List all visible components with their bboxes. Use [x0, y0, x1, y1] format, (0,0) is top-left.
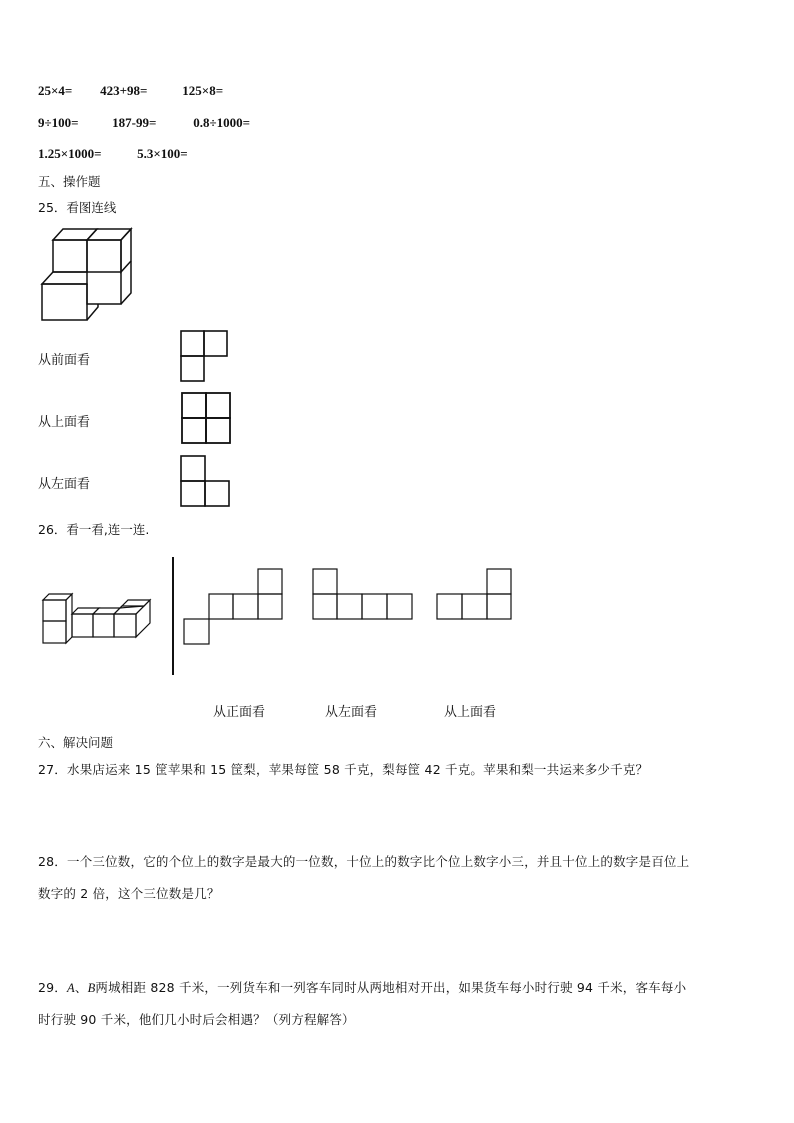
calc-item: 187-99=	[112, 115, 157, 130]
question-28-line-1: 28．一个三位数，它的个位上的数字是最大的一位数，十位上的数字比个位上数字小三，并且十位上的数字是百位上	[38, 854, 690, 869]
calc-row-1	[38, 83, 223, 99]
calc-item: 25×4=	[38, 83, 73, 98]
calc-item: 423+98=	[100, 83, 148, 98]
q29-number: 29．	[38, 980, 68, 995]
calc-row-3	[38, 146, 188, 162]
question-29-line-1	[38, 978, 686, 996]
q26-view-left-label: 从左面看	[325, 705, 378, 720]
question-25-title: 25．看图连线	[38, 200, 117, 215]
q25-view-front-label: 从前面看	[38, 353, 91, 368]
q26-view-b[interactable]	[312, 568, 416, 622]
q25-view-a[interactable]	[180, 330, 230, 384]
q26-view-top-label: 从上面看	[444, 705, 497, 720]
q25-view-c[interactable]	[180, 455, 232, 509]
q25-view-left-label: 从左面看	[38, 477, 91, 492]
q25-solid-figure	[38, 225, 138, 325]
q25-view-top-label: 从上面看	[38, 415, 91, 430]
q29-city-a: A	[67, 981, 75, 995]
question-26-title: 26．看一看,连一连.	[38, 522, 150, 537]
q26-view-a[interactable]	[183, 568, 285, 646]
question-29-line-2: 时行驶 90 千米，他们几小时后会相遇？（列方程解答）	[38, 1012, 355, 1027]
q29-city-b: B	[87, 981, 96, 995]
calc-item: 9÷100=	[38, 115, 79, 130]
q26-view-front-label: 从正面看	[213, 705, 266, 720]
calc-item: 1.25×1000=	[38, 146, 102, 161]
q26-solid-figure	[40, 590, 160, 650]
calc-item: 0.8÷1000=	[193, 115, 251, 130]
calc-item: 5.3×100=	[137, 146, 188, 161]
question-28-line-2: 数字的 2 倍，这个三位数是几？	[38, 886, 220, 901]
q26-divider	[172, 557, 174, 675]
q25-view-b[interactable]	[180, 392, 232, 446]
calc-item: 125×8=	[182, 83, 224, 98]
q26-view-c[interactable]	[436, 568, 516, 622]
section-5-heading: 五、操作题	[38, 174, 101, 189]
calc-row-2	[38, 115, 250, 131]
q29-text: 两城相距 828 千米，一列货车和一列客车同时从两地相对开出，如果货车每小时行驶 94 千米，客车每小	[95, 980, 687, 995]
q29-separator: 、	[74, 980, 88, 995]
question-27: 27．水果店运来 15 筐苹果和 15 筐梨，苹果每筐 58 千克，梨每筐 42 千克。苹果和梨一共运来多少千克？	[38, 762, 649, 777]
section-6-heading: 六、解决问题	[38, 735, 114, 750]
